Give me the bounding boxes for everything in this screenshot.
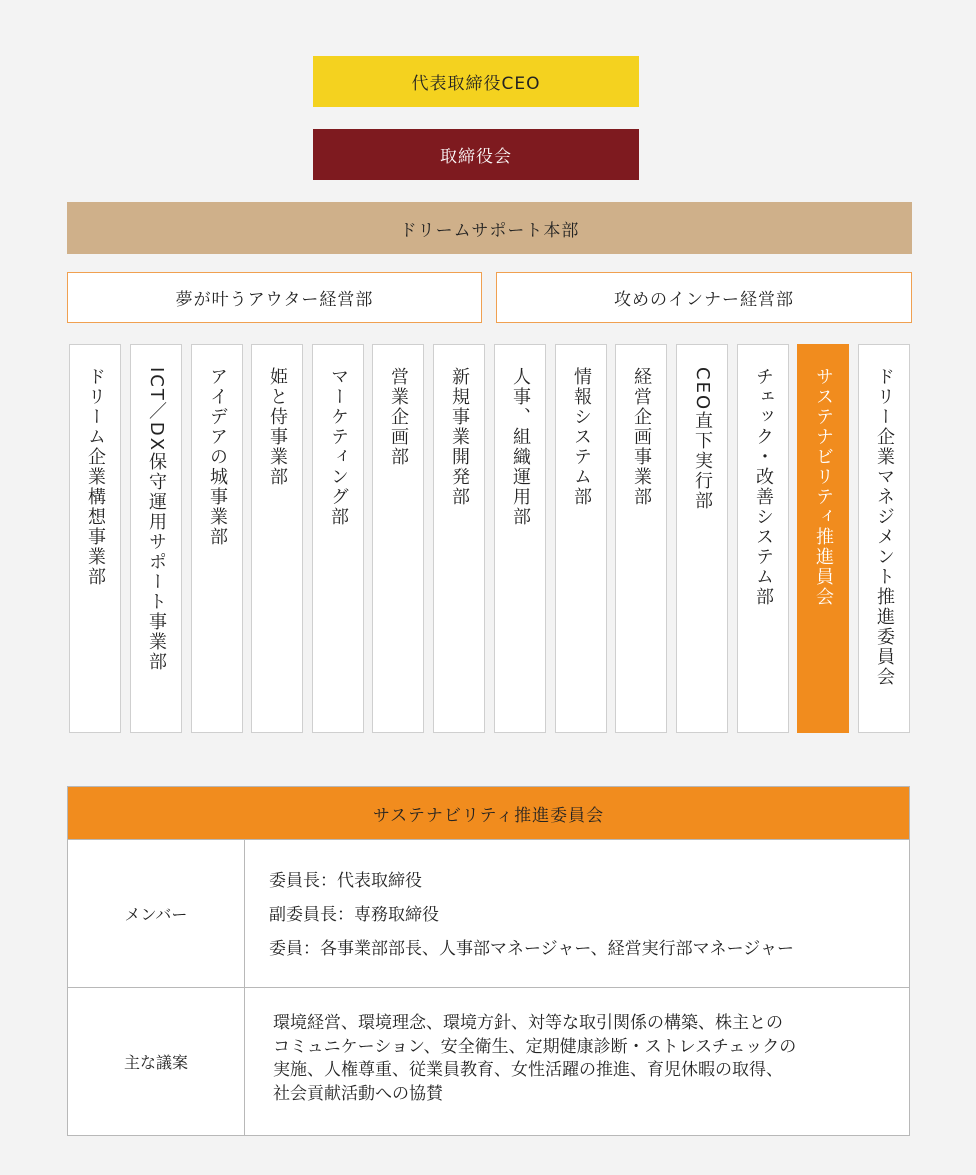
department-label: 経営企画事業部	[631, 367, 652, 507]
agenda-line: 環境経営、環境理念、環境方針、対等な取引関係の構築、株主との	[273, 1013, 783, 1033]
department-label: マーケティング部	[328, 367, 349, 527]
ceo-box: 代表取締役CEO	[313, 56, 639, 107]
department-label: CEO直下実行部	[692, 367, 713, 512]
department-box	[433, 344, 485, 733]
department-box-sustainability	[797, 344, 849, 733]
department-label: 姫と侍事業部	[267, 367, 288, 487]
agenda-content	[245, 988, 909, 1135]
division-inner-box: 攻めのインナー経営部	[496, 272, 912, 323]
department-box	[494, 344, 546, 733]
department-box	[676, 344, 728, 733]
committee-table	[67, 786, 910, 1136]
department-label: チェック・改善システム部	[753, 367, 774, 607]
department-box	[130, 344, 182, 733]
headquarters-box: ドリームサポート本部	[67, 202, 912, 254]
department-label: アイデアの城事業部	[207, 367, 228, 547]
members-content	[245, 840, 909, 987]
department-label: ICT／DX保守運用サポート事業部	[146, 367, 167, 673]
members-label: メンバー	[68, 840, 245, 987]
agenda-row	[68, 987, 909, 1135]
agenda-line: コミュニケーション、安全衛生、定期健康診断・ストレスチェックの	[273, 1036, 797, 1057]
department-label: 人事、組織運用部	[510, 367, 531, 527]
agenda-line: 実施、人権尊重、従業員教育、女性活躍の推進、育児休暇の取得、	[273, 1060, 783, 1080]
agenda-line: 社会貢献活動への協賛	[273, 1083, 443, 1104]
department-label: 新規事業開発部	[449, 367, 470, 507]
department-box	[251, 344, 303, 733]
division-outer-box: 夢が叶うアウター経営部	[67, 272, 482, 323]
department-label: 情報システム部	[571, 367, 592, 507]
member-line: 委員長：代表取締役	[269, 871, 422, 891]
department-box	[191, 344, 243, 733]
members-row	[68, 839, 909, 987]
department-box	[737, 344, 789, 733]
department-box	[372, 344, 424, 733]
department-box	[615, 344, 667, 733]
member-line: 副委員長：専務取締役	[269, 905, 439, 925]
department-box	[69, 344, 121, 733]
department-box	[312, 344, 364, 733]
agenda-label: 主な議案	[68, 988, 245, 1135]
member-line: 委員：各事業部部長、人事部マネージャー、経営実行部マネージャー	[269, 939, 794, 959]
department-label: 営業企画部	[388, 367, 409, 467]
department-label: ドリー企業マネジメント推進委員会	[874, 367, 895, 687]
department-label: サステナビリティ推進員会	[813, 367, 834, 607]
department-box	[555, 344, 607, 733]
department-box	[858, 344, 910, 733]
department-label: ドリーム企業構想事業部	[85, 367, 106, 587]
board-box: 取締役会	[313, 129, 639, 180]
committee-title: サステナビリティ推進委員会	[68, 787, 909, 839]
